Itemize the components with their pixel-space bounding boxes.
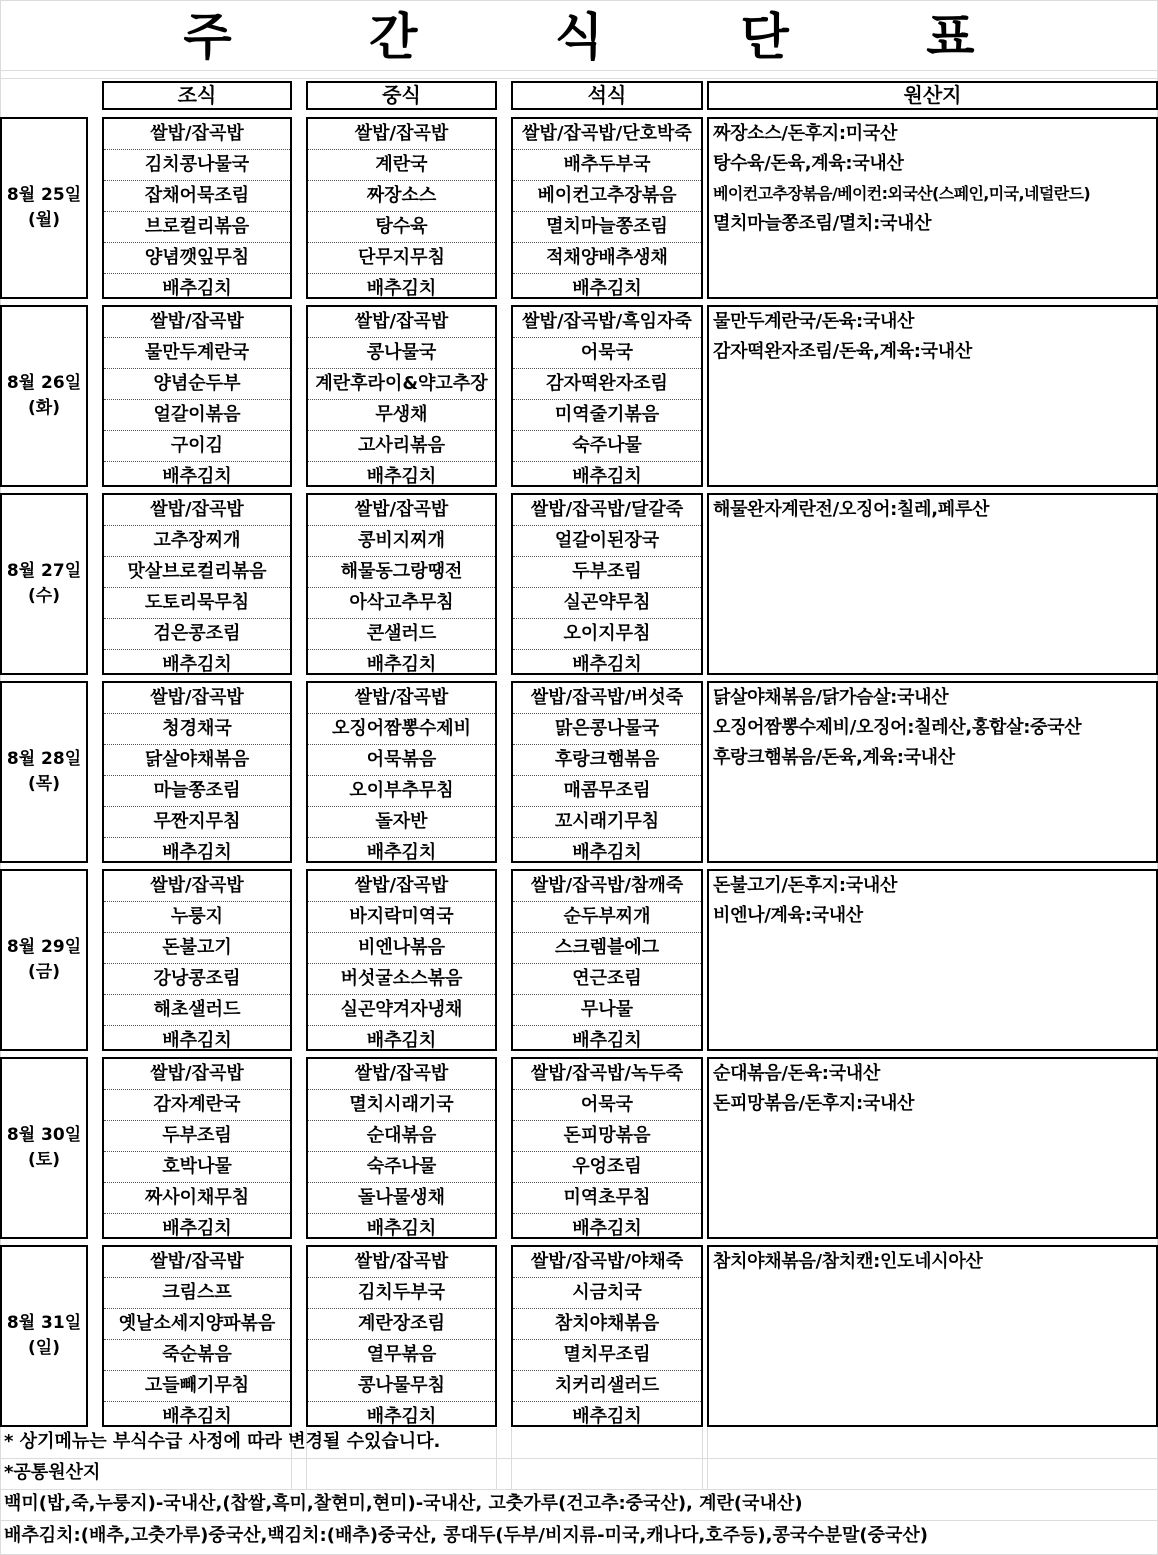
dinner-item: 순두부찌개 bbox=[513, 902, 701, 933]
breakfast-item: 감자계란국 bbox=[104, 1090, 290, 1121]
dinner-item: 후랑크햄볶음 bbox=[513, 745, 701, 776]
origin-item: 순대볶음/돈육:국내산 bbox=[713, 1063, 880, 1084]
origin-box bbox=[707, 681, 1158, 863]
origin-item: 베이컨고추장볶음/베이컨:외국산(스페인,미국,네덜란드) bbox=[713, 184, 1091, 203]
breakfast-item: 두부조림 bbox=[104, 1121, 290, 1152]
lunch-menu-box bbox=[306, 493, 497, 675]
dinner-item: 돈피망볶음 bbox=[513, 1121, 701, 1152]
origin-item: 돈피망볶음/돈후지:국내산 bbox=[713, 1093, 915, 1114]
origin-item: 비엔나/계육:국내산 bbox=[713, 905, 863, 926]
lunch-item: 쌀밥/잡곡밥 bbox=[308, 307, 495, 338]
dinner-item: 배추김치 bbox=[572, 1030, 642, 1051]
dinner-menu-box bbox=[511, 869, 703, 1051]
breakfast-item: 죽순볶음 bbox=[104, 1340, 290, 1371]
origin-box bbox=[707, 1057, 1158, 1239]
breakfast-item: 쌀밥/잡곡밥 bbox=[104, 307, 290, 338]
lunch-item: 숙주나물 bbox=[308, 1152, 495, 1183]
dinner-item: 어묵국 bbox=[513, 1090, 701, 1121]
origin-box bbox=[707, 493, 1158, 675]
lunch-item: 배추김치 bbox=[366, 278, 437, 299]
breakfast-item: 검은콩조림 bbox=[104, 619, 290, 650]
lunch-item: 콘샐러드 bbox=[308, 619, 495, 650]
breakfast-item: 물만두계란국 bbox=[104, 338, 290, 369]
breakfast-item: 양념깻잎무침 bbox=[104, 243, 290, 274]
dinner-item: 실곤약무침 bbox=[513, 588, 701, 619]
lunch-item: 버섯굴소스볶음 bbox=[308, 964, 495, 995]
breakfast-item: 누룽지 bbox=[104, 902, 290, 933]
dinner-item: 쌀밥/잡곡밥/야채죽 bbox=[513, 1247, 701, 1278]
dinner-item: 무나물 bbox=[513, 995, 701, 1026]
page-title: 주 간 식 단 표 bbox=[183, 8, 1035, 66]
breakfast-menu-box bbox=[102, 493, 292, 675]
lunch-item: 콩나물국 bbox=[308, 338, 495, 369]
dinner-item: 스크렘블에그 bbox=[513, 933, 701, 964]
day-date: 8월 30일 bbox=[6, 1125, 82, 1145]
lunch-menu-box bbox=[306, 681, 497, 863]
dinner-menu-box bbox=[511, 1245, 703, 1427]
origin-item: 돈불고기/돈후지:국내산 bbox=[713, 875, 898, 896]
lunch-item: 계란국 bbox=[308, 150, 495, 181]
lunch-item: 배추김치 bbox=[366, 1030, 437, 1051]
day-label bbox=[0, 305, 88, 487]
header-dinner: 석식 bbox=[511, 81, 703, 110]
lunch-item: 돌나물생채 bbox=[308, 1183, 495, 1214]
lunch-menu-box bbox=[306, 1057, 497, 1239]
dinner-item: 적채양배추생채 bbox=[513, 243, 701, 274]
breakfast-item: 구이김 bbox=[104, 431, 290, 462]
breakfast-menu-box bbox=[102, 305, 292, 487]
breakfast-item: 얼갈이볶음 bbox=[104, 400, 290, 431]
common-origin-line-2: 배추김치:(배추,고춧가루)중국산,백김치:(배추)중국산, 콩대두(두부/비지류-미국,캐나다,호주등),콩국수분말(중국산) bbox=[4, 1525, 929, 1546]
origin-item: 닭살야채볶음/닭가슴살:국내산 bbox=[713, 687, 949, 708]
header-lunch: 중식 bbox=[306, 81, 497, 110]
breakfast-item: 청경채국 bbox=[104, 714, 290, 745]
dinner-item: 배추김치 bbox=[572, 1406, 642, 1427]
day-label bbox=[0, 869, 88, 1051]
breakfast-menu-box bbox=[102, 117, 292, 299]
breakfast-menu-box bbox=[102, 1245, 292, 1427]
breakfast-item: 닭살야채볶음 bbox=[104, 745, 290, 776]
lunch-item: 쌀밥/잡곡밥 bbox=[308, 119, 495, 150]
lunch-item: 돌자반 bbox=[308, 807, 495, 838]
dinner-item: 매콤무조림 bbox=[513, 776, 701, 807]
dinner-menu-box bbox=[511, 681, 703, 863]
dinner-item: 맑은콩나물국 bbox=[513, 714, 701, 745]
origin-box bbox=[707, 305, 1158, 487]
dinner-item: 쌀밥/잡곡밥/녹두죽 bbox=[513, 1059, 701, 1090]
dinner-item: 쌀밥/잡곡밥/참깨죽 bbox=[513, 871, 701, 902]
dinner-item: 숙주나물 bbox=[513, 431, 701, 462]
breakfast-item: 맛살브로컬리볶음 bbox=[104, 557, 290, 588]
dinner-item: 시금치국 bbox=[513, 1278, 701, 1309]
origin-item: 오징어짬뽕수제비/오징어:칠레산,홍합살:중국산 bbox=[713, 717, 1082, 738]
day-date: 8월 28일 bbox=[6, 749, 82, 769]
breakfast-item: 배추김치 bbox=[162, 466, 232, 487]
lunch-item: 김치두부국 bbox=[308, 1278, 495, 1309]
dinner-item: 쌀밥/잡곡밥/흑임자죽 bbox=[513, 307, 701, 338]
header-origin: 원산지 bbox=[707, 81, 1158, 110]
day-label bbox=[0, 1245, 88, 1427]
breakfast-menu-box bbox=[102, 681, 292, 863]
breakfast-item: 배추김치 bbox=[162, 278, 232, 299]
breakfast-item: 쌀밥/잡곡밥 bbox=[104, 1247, 290, 1278]
dinner-item: 미역초무침 bbox=[513, 1183, 701, 1214]
lunch-item: 해물동그랑땡전 bbox=[308, 557, 495, 588]
origin-box bbox=[707, 1245, 1158, 1427]
lunch-item: 쌀밥/잡곡밥 bbox=[308, 1059, 495, 1090]
lunch-item: 오징어짬뽕수제비 bbox=[308, 714, 495, 745]
dinner-item: 연근조림 bbox=[513, 964, 701, 995]
lunch-item: 무생채 bbox=[308, 400, 495, 431]
dinner-item: 쌀밥/잡곡밥/단호박죽 bbox=[513, 119, 701, 150]
breakfast-item: 양념순두부 bbox=[104, 369, 290, 400]
dinner-item: 멸치무조림 bbox=[513, 1340, 701, 1371]
dinner-item: 우엉조림 bbox=[513, 1152, 701, 1183]
breakfast-menu-box bbox=[102, 1057, 292, 1239]
dinner-item: 배추김치 bbox=[572, 842, 642, 863]
day-weekday: (화) bbox=[28, 398, 60, 418]
lunch-item: 단무지무침 bbox=[308, 243, 495, 274]
lunch-item: 배추김치 bbox=[366, 654, 437, 675]
dinner-item: 꼬시래기무침 bbox=[513, 807, 701, 838]
breakfast-item: 옛날소세지양파볶음 bbox=[104, 1309, 290, 1340]
lunch-item: 비엔나볶음 bbox=[308, 933, 495, 964]
dinner-menu-box bbox=[511, 117, 703, 299]
breakfast-item: 크림스프 bbox=[104, 1278, 290, 1309]
day-weekday: (수) bbox=[28, 586, 60, 606]
day-date: 8월 25일 bbox=[6, 185, 82, 205]
origin-item: 짜장소스/돈후지:미국산 bbox=[713, 123, 898, 144]
breakfast-item: 도토리묵무침 bbox=[104, 588, 290, 619]
dinner-item: 감자떡완자조림 bbox=[513, 369, 701, 400]
lunch-item: 쌀밥/잡곡밥 bbox=[308, 683, 495, 714]
lunch-item: 어묵볶음 bbox=[308, 745, 495, 776]
dinner-item: 쌀밥/잡곡밥/달갈죽 bbox=[513, 495, 701, 526]
breakfast-item: 쌀밥/잡곡밥 bbox=[104, 871, 290, 902]
dinner-item: 배추김치 bbox=[572, 1218, 642, 1239]
lunch-menu-box bbox=[306, 869, 497, 1051]
header-breakfast: 조식 bbox=[102, 81, 292, 110]
breakfast-item: 쌀밥/잡곡밥 bbox=[104, 1059, 290, 1090]
day-label bbox=[0, 1057, 88, 1239]
day-label bbox=[0, 493, 88, 675]
dinner-item: 멸치마늘쫑조림 bbox=[513, 212, 701, 243]
dinner-menu-box bbox=[511, 493, 703, 675]
lunch-menu-box bbox=[306, 305, 497, 487]
lunch-item: 실곤약겨자냉채 bbox=[308, 995, 495, 1026]
lunch-item: 콩나물무침 bbox=[308, 1371, 495, 1402]
notice-text: * 상기메뉴는 부식수급 사정에 따라 변경될 수있습니다. bbox=[4, 1431, 441, 1452]
breakfast-item: 쌀밥/잡곡밥 bbox=[104, 119, 290, 150]
dinner-item: 오이지무침 bbox=[513, 619, 701, 650]
lunch-menu-box bbox=[306, 117, 497, 299]
breakfast-item: 고추장찌개 bbox=[104, 526, 290, 557]
lunch-item: 콩비지찌개 bbox=[308, 526, 495, 557]
common-origin-line-1: 백미(밥,죽,누룽지)-국내산,(찹쌀,흑미,찰현미,현미)-국내산, 고춧가루(건고추:중국산), 계란(국내산) bbox=[4, 1493, 803, 1514]
day-label bbox=[0, 681, 88, 863]
lunch-item: 순대볶음 bbox=[308, 1121, 495, 1152]
breakfast-menu-box bbox=[102, 869, 292, 1051]
breakfast-item: 해초샐러드 bbox=[104, 995, 290, 1026]
lunch-item: 계란장조림 bbox=[308, 1309, 495, 1340]
dinner-item: 쌀밥/잡곡밥/버섯죽 bbox=[513, 683, 701, 714]
breakfast-item: 무짠지무침 bbox=[104, 807, 290, 838]
breakfast-item: 쌀밥/잡곡밥 bbox=[104, 683, 290, 714]
origin-item: 물만두계란국/돈육:국내산 bbox=[713, 311, 915, 332]
lunch-item: 배추김치 bbox=[366, 1406, 437, 1427]
dinner-item: 치커리샐러드 bbox=[513, 1371, 701, 1402]
lunch-item: 쌀밥/잡곡밥 bbox=[308, 495, 495, 526]
breakfast-item: 마늘쫑조림 bbox=[104, 776, 290, 807]
lunch-item: 짜장소스 bbox=[308, 181, 495, 212]
origin-item: 멸치마늘쫑조림/멸치:국내산 bbox=[713, 213, 932, 234]
dinner-item: 배추김치 bbox=[572, 654, 642, 675]
dinner-item: 미역줄기볶음 bbox=[513, 400, 701, 431]
lunch-item: 오이부추무침 bbox=[308, 776, 495, 807]
breakfast-item: 배추김치 bbox=[162, 1406, 232, 1427]
dinner-item: 베이컨고추장볶음 bbox=[513, 181, 701, 212]
breakfast-item: 쌀밥/잡곡밥 bbox=[104, 495, 290, 526]
day-weekday: (월) bbox=[28, 210, 60, 230]
day-weekday: (금) bbox=[28, 962, 60, 982]
day-label bbox=[0, 117, 88, 299]
breakfast-item: 배추김치 bbox=[162, 842, 232, 863]
origin-box bbox=[707, 117, 1158, 299]
common-origin-label: *공통원산지 bbox=[4, 1462, 101, 1483]
dinner-item: 얼갈이된장국 bbox=[513, 526, 701, 557]
lunch-item: 쌀밥/잡곡밥 bbox=[308, 871, 495, 902]
dinner-item: 배추김치 bbox=[572, 278, 642, 299]
dinner-item: 두부조림 bbox=[513, 557, 701, 588]
origin-item: 참치야채볶음/참치캔:인도네시아산 bbox=[713, 1251, 983, 1272]
breakfast-item: 배추김치 bbox=[162, 1030, 232, 1051]
origin-item: 탕수육/돈육,계육:국내산 bbox=[713, 153, 904, 174]
lunch-item: 배추김치 bbox=[366, 1218, 437, 1239]
day-date: 8월 31일 bbox=[6, 1313, 82, 1333]
lunch-item: 계란후라이&약고추장 bbox=[308, 369, 495, 400]
dinner-menu-box bbox=[511, 305, 703, 487]
lunch-item: 멸치시래기국 bbox=[308, 1090, 495, 1121]
day-date: 8월 26일 bbox=[6, 373, 82, 393]
day-weekday: (목) bbox=[28, 774, 60, 794]
origin-item: 감자떡완자조림/돈육,계육:국내산 bbox=[713, 341, 972, 362]
day-weekday: (일) bbox=[28, 1338, 60, 1358]
breakfast-item: 강낭콩조림 bbox=[104, 964, 290, 995]
dinner-item: 참치야채볶음 bbox=[513, 1309, 701, 1340]
breakfast-item: 짜사이채무침 bbox=[104, 1183, 290, 1214]
origin-item: 해물완자계란전/오징어:칠레,페루산 bbox=[713, 499, 990, 520]
lunch-item: 바지락미역국 bbox=[308, 902, 495, 933]
breakfast-item: 호박나물 bbox=[104, 1152, 290, 1183]
dinner-item: 배추김치 bbox=[572, 466, 642, 487]
lunch-menu-box bbox=[306, 1245, 497, 1427]
origin-box bbox=[707, 869, 1158, 1051]
breakfast-item: 고들빼기무침 bbox=[104, 1371, 290, 1402]
breakfast-item: 김치콩나물국 bbox=[104, 150, 290, 181]
dinner-menu-box bbox=[511, 1057, 703, 1239]
lunch-item: 배추김치 bbox=[366, 466, 437, 487]
lunch-item: 고사리볶음 bbox=[308, 431, 495, 462]
breakfast-item: 배추김치 bbox=[162, 654, 232, 675]
origin-item: 후랑크햄볶음/돈육,계육:국내산 bbox=[713, 747, 955, 768]
lunch-item: 열무볶음 bbox=[308, 1340, 495, 1371]
dinner-item: 어묵국 bbox=[513, 338, 701, 369]
day-date: 8월 29일 bbox=[6, 937, 82, 957]
breakfast-item: 배추김치 bbox=[162, 1218, 232, 1239]
day-weekday: (토) bbox=[28, 1150, 60, 1170]
dinner-item: 배추두부국 bbox=[513, 150, 701, 181]
day-date: 8월 27일 bbox=[6, 561, 82, 581]
lunch-item: 쌀밥/잡곡밥 bbox=[308, 1247, 495, 1278]
breakfast-item: 잡채어묵조림 bbox=[104, 181, 290, 212]
breakfast-item: 브로컬리볶음 bbox=[104, 212, 290, 243]
lunch-item: 탕수육 bbox=[308, 212, 495, 243]
lunch-item: 배추김치 bbox=[366, 842, 437, 863]
breakfast-item: 돈불고기 bbox=[104, 933, 290, 964]
lunch-item: 아삭고추무침 bbox=[308, 588, 495, 619]
